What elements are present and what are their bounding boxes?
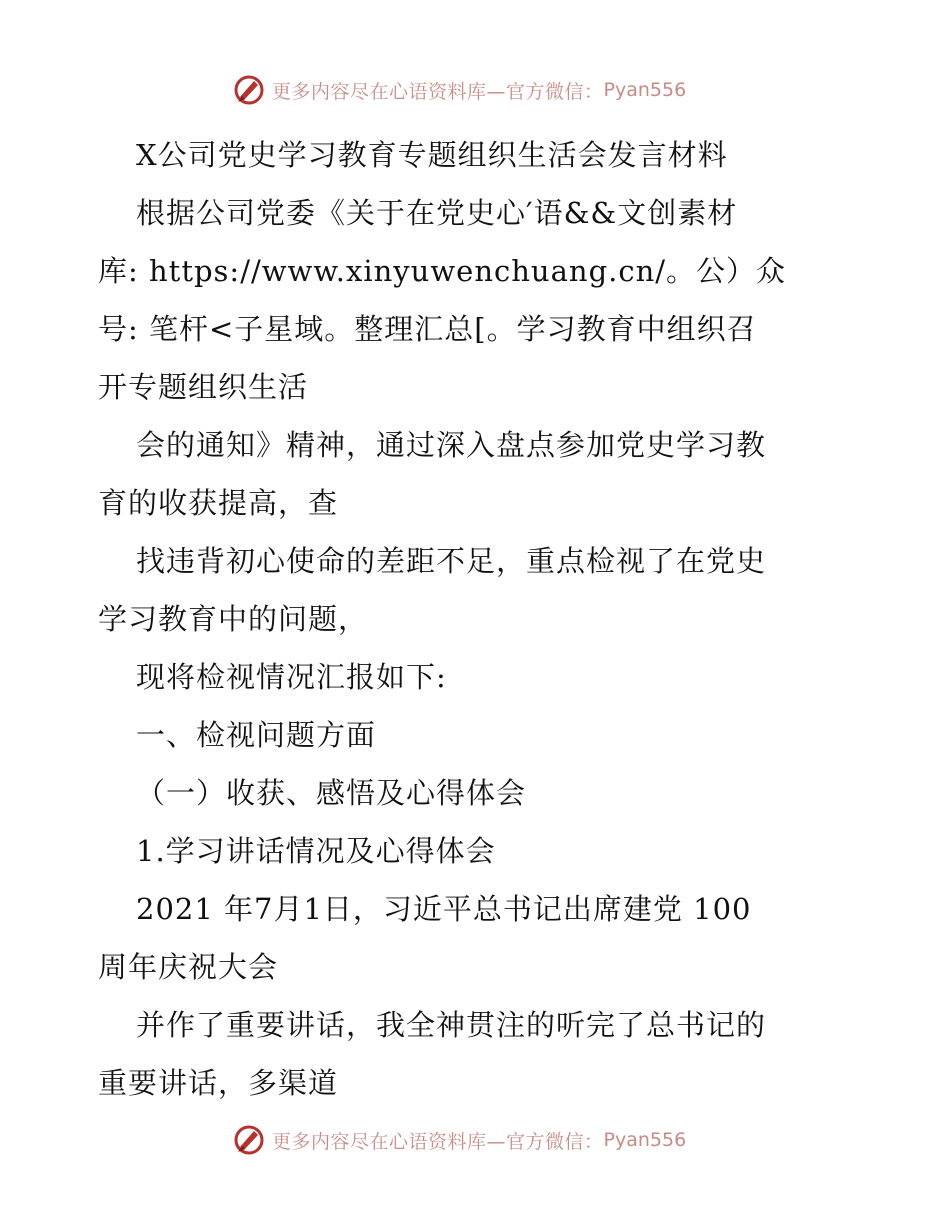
watermark-text: 更多内容尽在心语资料库—官方微信： <box>272 1130 604 1153</box>
item-heading: 1.学习讲话情况及心得体会 <box>136 834 496 868</box>
paragraph-line: 号: 笔杆<子星域。整理汇总[。学习教育中组织召 <box>98 312 757 346</box>
subsection-heading: （一）收获、感悟及心得体会 <box>136 776 527 810</box>
paragraph-line: 周年庆祝大会 <box>98 950 279 984</box>
document-body <box>98 126 858 1112</box>
pen-circle-logo-icon <box>232 73 266 107</box>
paragraph-line: 库: https://www.xinyuwenchuang.cn/。公）众 <box>98 254 787 288</box>
paragraph-line: 育的收获提高，查 <box>98 486 339 520</box>
paragraph-line: 学习教育中的问题， <box>98 602 369 636</box>
paragraph-line: 重要讲话，多渠道 <box>98 1066 339 1100</box>
paragraph-line: 找违背初心使命的差距不足，重点检视了在党史 <box>136 544 767 578</box>
paragraph-line: 2021 年7月1日，习近平总书记出席建党 100 <box>136 892 752 926</box>
watermark-id: Pyan556 <box>603 79 687 101</box>
footer-watermark <box>232 1122 686 1158</box>
pen-circle-logo-icon <box>232 1123 266 1157</box>
paragraph-line: 根据公司党委《关于在党史心′语&&文创素材 <box>136 196 738 230</box>
paragraph-line: 现将检视情况汇报如下: <box>136 660 447 694</box>
watermark-text: 更多内容尽在心语资料库—官方微信： <box>272 80 604 103</box>
section-heading: 一、检视问题方面 <box>136 718 377 752</box>
watermark-id: Pyan556 <box>603 1129 687 1151</box>
document-title: X公司党史学习教育专题组织生活会发言材料 <box>136 138 728 172</box>
paragraph-line: 并作了重要讲话，我全神贯注的听完了总书记的 <box>136 1008 767 1042</box>
paragraph-line: 开专题组织生活 <box>98 370 309 404</box>
paragraph-line: 会的通知》精神，通过深入盘点参加党史学习教 <box>136 428 767 462</box>
header-watermark <box>232 72 686 108</box>
